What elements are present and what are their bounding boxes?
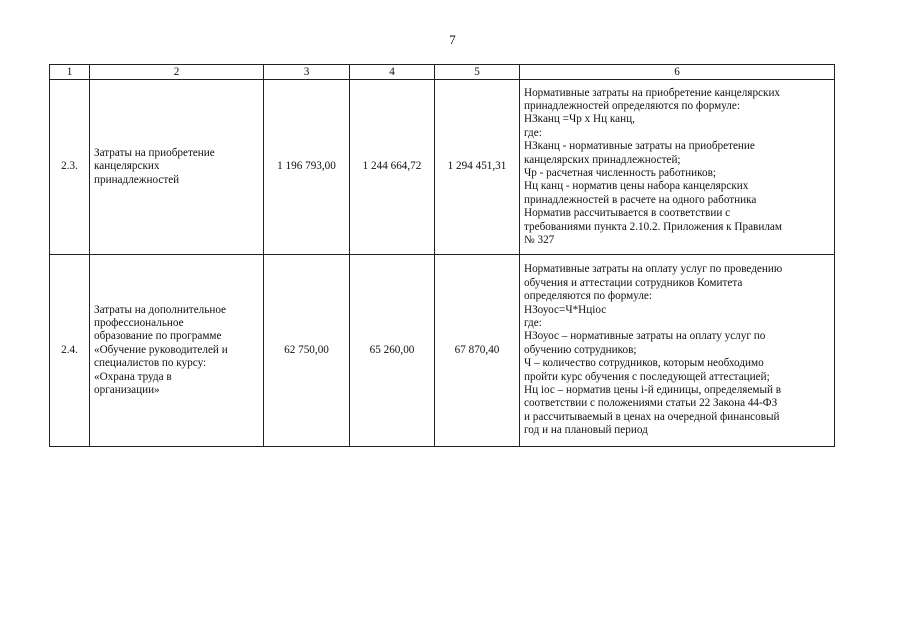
amount-col5: 1 294 451,31 <box>435 80 520 255</box>
expense-name <box>90 80 264 255</box>
expense-name-line: профессиональное <box>94 316 184 329</box>
formula-line: Нц іос – норматив цены і-й единицы, определяемый в <box>524 384 782 397</box>
expense-name <box>90 255 264 447</box>
expense-name-line: «Обучение руководителей и <box>94 343 228 356</box>
formula-line: принадлежностей в расчете на одного работника <box>524 193 757 206</box>
formula-line: НЗканц - нормативные затраты на приобретение <box>524 140 755 153</box>
table-row <box>50 255 835 447</box>
formula-line: Чр - расчетная численность работников; <box>524 167 717 179</box>
expense-name-line: организации» <box>94 384 160 397</box>
formula-line: Нормативные затраты на оплату услуг по проведению <box>524 263 783 276</box>
row-number: 2.3. <box>50 80 90 255</box>
table-header-row <box>50 65 835 80</box>
formula-line: НЗоуос – нормативные затраты на оплату услуг по <box>524 330 766 343</box>
column-header: 4 <box>350 65 435 80</box>
formula-line: требованиями пункта 2.10.2. Приложения к Правилам <box>524 220 782 233</box>
expense-name-line: специалистов по курсу: <box>94 357 207 370</box>
amount-col3: 1 196 793,00 <box>264 80 350 255</box>
expense-name-line: Затраты на дополнительное <box>94 303 227 316</box>
formula-line: НЗканц =Чр х Нц канц, <box>524 113 635 126</box>
amount-col5: 67 870,40 <box>435 255 520 447</box>
formula-line: Норматив рассчитывается в соответствии с <box>524 207 731 220</box>
formula-line: где: <box>524 126 542 139</box>
formula-description <box>520 80 835 255</box>
formula-line: НЗоуос=Ч*Нціос <box>524 303 607 316</box>
formula-line: Нормативные затраты на приобретение канцелярских <box>524 86 781 99</box>
expense-name-line: канцелярских <box>94 160 160 173</box>
column-header: 6 <box>520 65 835 80</box>
formula-description <box>520 255 835 447</box>
formula-line: обучению сотрудников; <box>524 343 637 356</box>
expense-name-line: принадлежностей <box>94 173 180 186</box>
formula-line: пройти курс обучения с последующей аттестацией; <box>524 370 770 383</box>
table-row <box>50 80 835 255</box>
formula-line: и рассчитываемый в ценах на очередной финансовый <box>524 410 780 423</box>
expenses-table <box>49 64 835 447</box>
column-header: 2 <box>90 65 264 80</box>
row-number: 2.4. <box>50 255 90 447</box>
column-header: 3 <box>264 65 350 80</box>
formula-line: соответствии с положениями статьи 22 Закона 44-ФЗ <box>524 397 778 410</box>
column-header: 5 <box>435 65 520 80</box>
expense-name-line: образование по программе <box>94 330 222 343</box>
formula-line: № 327 <box>524 234 555 247</box>
formula-line: определяются по формуле: <box>524 290 653 303</box>
formula-line: Ч – количество сотрудников, которым необходимо <box>524 357 764 370</box>
formula-line: канцелярских принадлежностей; <box>524 153 681 166</box>
formula-line: год и на плановый период <box>524 424 648 437</box>
formula-line: где: <box>524 316 542 329</box>
expense-name-line: Затраты на приобретение <box>94 146 215 159</box>
page-number: 7 <box>449 32 456 47</box>
formula-line: Нц канц - норматив цены набора канцелярских <box>524 180 749 193</box>
formula-line: обучения и аттестации сотрудников Комитета <box>524 276 743 289</box>
amount-col4: 1 244 664,72 <box>350 80 435 255</box>
amount-col4: 65 260,00 <box>350 255 435 447</box>
expense-name-line: «Охрана труда в <box>94 370 172 383</box>
formula-line: принадлежностей определяются по формуле: <box>524 99 740 112</box>
amount-col3: 62 750,00 <box>264 255 350 447</box>
column-header: 1 <box>50 65 90 80</box>
